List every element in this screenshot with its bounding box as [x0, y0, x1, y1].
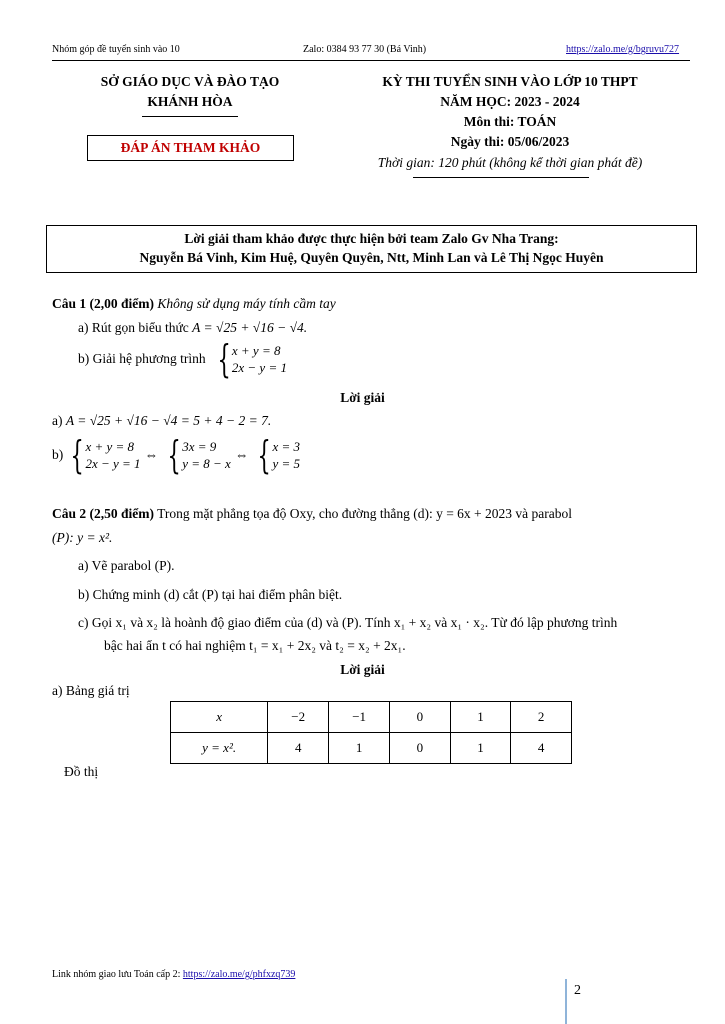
answer-box: ĐÁP ÁN THAM KHẢO — [87, 135, 294, 161]
q2-a: a) Vẽ parabol (P). — [78, 558, 175, 573]
q2-c2: bậc hai ẩn t có hai nghiệm t₁ = x₁ + 2x₂ và t₂ = x₂ + 2x₁. — [104, 638, 406, 653]
q2-intro2: (P): y = x². — [52, 530, 113, 545]
q1-title: Câu 1 (2,00 điểm) — [52, 296, 154, 311]
q2-sol-a: a) Bảng giá trị — [52, 683, 130, 698]
q2-solution-title: Lời giải — [340, 662, 385, 677]
table-cell: 1 — [329, 733, 390, 764]
q1-sol-b-sys1: { x + y = 8 2x − y = 1 — [70, 433, 141, 477]
iff-symbol: ⇔ — [234, 447, 249, 462]
q1-b-eq2: 2x − y = 1 — [231, 360, 287, 375]
iff-symbol: ⇔ — [144, 447, 159, 462]
table-cell: −2 — [268, 702, 329, 733]
q1-sol-a — [52, 413, 271, 429]
dept-name: SỞ GIÁO DỤC VÀ ĐÀO TẠO — [100, 74, 280, 89]
q1-b-eq1: x + y = 8 — [231, 343, 281, 358]
q1-heading — [52, 296, 336, 312]
sys2-eq2: y = 8 − x — [182, 456, 231, 471]
subject: Môn thi: TOÁN — [463, 114, 557, 129]
credits-box — [46, 225, 697, 273]
credits-line1: Lời giải tham khảo được thực hiện bởi team Zalo Gv Nha Trang: — [184, 231, 559, 246]
q1-sol-a-expr: A = √25 + √16 − √4 = 5 + 4 − 2 = 7. — [65, 413, 272, 428]
page-number: 2 — [574, 983, 581, 998]
table-cell: 4 — [511, 733, 572, 764]
sys2-eq1: 3x = 9 — [182, 439, 217, 454]
q2-intro: Trong mặt phẳng tọa độ Oxy, cho đường thẳng (d): y = 6x + 2023 và parabol — [157, 506, 573, 521]
header-divider — [52, 60, 690, 61]
q1-solution-title: Lời giải — [340, 390, 385, 405]
graph-label: Đồ thị — [64, 764, 99, 779]
sys3-eq1: x = 3 — [272, 439, 301, 454]
left-underline — [142, 116, 238, 117]
q1-a-expr: A = √25 + √16 − √4. — [192, 320, 308, 335]
table-cell: 2 — [511, 702, 572, 733]
q1-sol-b-sys3: { x = 3 y = 5 — [257, 433, 301, 477]
sys1-eq1: x + y = 8 — [85, 439, 135, 454]
q1-sol-a-label: a) — [52, 413, 63, 428]
footer — [52, 969, 295, 980]
q1-sol-b-sys2: { 3x = 9 y = 8 − x — [167, 433, 231, 477]
table-cell: 1 — [450, 733, 511, 764]
table-cell: 1 — [450, 702, 511, 733]
right-underline — [413, 177, 589, 178]
table-cell: y = x². — [171, 733, 268, 764]
q1-a-label: a) Rút gọn biểu thức — [78, 320, 189, 335]
exam-duration: Thời gian: 120 phút (không kể thời gian phát đề) — [377, 155, 643, 170]
q1-b-label: b) Giải hệ phương trình — [78, 351, 206, 366]
table-row — [171, 733, 572, 764]
q1-a — [78, 320, 307, 336]
school-year: NĂM HỌC: 2023 - 2024 — [440, 94, 580, 109]
q1-sol-b — [52, 433, 301, 477]
q1-note: Không sử dụng máy tính cầm tay — [157, 296, 336, 311]
table-cell: 0 — [390, 733, 451, 764]
footer-link[interactable]: https://zalo.me/g/phfxzq739 — [182, 969, 296, 980]
q1-sol-b-label: b) — [52, 447, 64, 462]
page-number-rule — [565, 979, 567, 1024]
q2-heading — [52, 506, 692, 522]
q1-b — [78, 337, 287, 381]
table-cell: −1 — [329, 702, 390, 733]
table-cell: x — [171, 702, 268, 733]
table-cell: 4 — [268, 733, 329, 764]
q2-c1: c) Gọi x₁ và x₂ là hoành độ giao điểm của (d) và (P). Tính x₁ + x₂ và x₁ · x₂. Từ đó lập phương trình — [78, 615, 618, 630]
q1-b-system: { x + y = 8 2x − y = 1 — [217, 337, 287, 381]
table-cell: 0 — [390, 702, 451, 733]
credits-line2: Nguyễn Bá Vinh, Kim Huệ, Quyên Quyên, Ntt, Minh Lan và Lê Thị Ngọc Huyên — [139, 250, 604, 265]
footer-text: Link nhóm giao lưu Toán cấp 2: — [52, 969, 183, 980]
header-link[interactable]: https://zalo.me/g/bgruvu727 — [566, 44, 680, 55]
header-zalo: Zalo: 0384 93 77 30 (Bá Vinh) — [303, 44, 427, 55]
exam-title: KỲ THI TUYỂN SINH VÀO LỚP 10 THPT — [382, 74, 638, 89]
province-name: KHÁNH HÒA — [147, 94, 233, 109]
sys1-eq2: 2x − y = 1 — [85, 456, 141, 471]
value-table — [170, 701, 572, 764]
sys3-eq2: y = 5 — [272, 456, 301, 471]
q2-title: Câu 2 (2,50 điểm) — [52, 506, 154, 521]
q2-b: b) Chứng minh (d) cắt (P) tại hai điểm phân biệt. — [78, 587, 343, 602]
exam-date: Ngày thi: 05/06/2023 — [450, 134, 570, 149]
header-group: Nhóm góp đề tuyển sinh vào 10 — [52, 44, 180, 55]
table-row — [171, 702, 572, 733]
